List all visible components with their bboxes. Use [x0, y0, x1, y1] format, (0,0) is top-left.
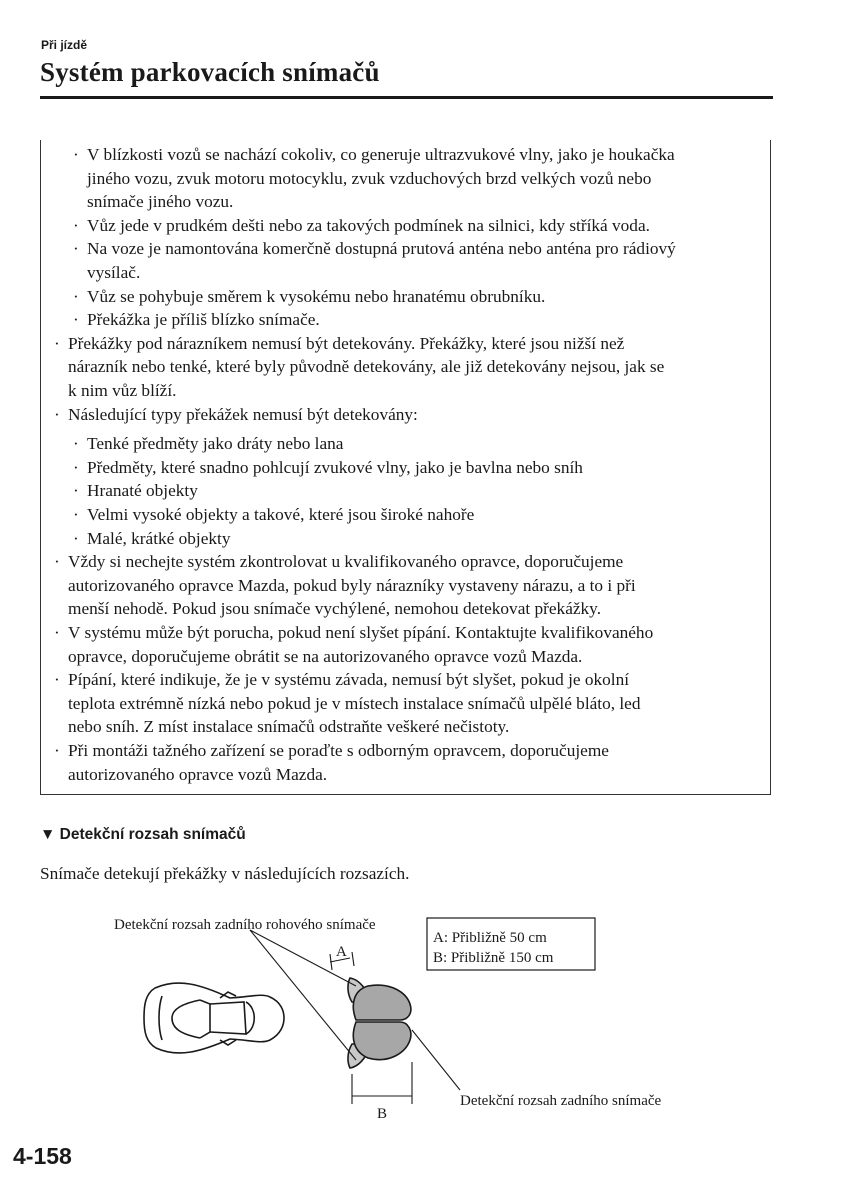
notice-line: Pípání, které indikuje, že je v systému závada, nemusí být slyšet, pokud je okolní: [68, 670, 630, 690]
bullet-dot: ·: [73, 481, 79, 501]
dimension-b-label: B: [377, 1106, 388, 1122]
notice-line: teplota extrémně nízká nebo pokud je v místech instalace snímačů ulpělé bláto, led: [68, 693, 641, 713]
bullet-dot: ·: [73, 434, 79, 454]
notice-line: Na voze je namontována komerčně dostupná prutová anténa nebo anténa pro rádiový: [87, 239, 676, 259]
notice-line: autorizovaného opravce vozů Mazda.: [68, 764, 328, 784]
notice-line: Následující typy překážek nemusí být detekovány:: [68, 404, 418, 424]
notice-line: jiného vozu, zvuk motoru motocyklu, zvuk vzduchových brzd velkých vozů nebo: [87, 168, 652, 188]
bullet-dot: ·: [54, 333, 60, 353]
bullet-dot: ·: [73, 505, 79, 524]
section-heading: [40, 826, 246, 844]
rear-detection-zones: [348, 978, 411, 1068]
notice-line: vysílač.: [87, 263, 141, 282]
notice-line: V blízkosti vozů se nachází cokoliv, co generuje ultrazvukové vlny, jako je houkačka: [87, 145, 675, 164]
bullet-dot: ·: [54, 670, 60, 690]
bullet-dot: ·: [54, 741, 60, 760]
bullet-dot: ·: [73, 145, 79, 164]
bullet-dot: ·: [54, 552, 60, 572]
rear-zone-label: Detekční rozsah zadního snímače: [460, 1093, 662, 1109]
legend-b: B: Přibližně 150 cm: [433, 950, 554, 966]
section-heading-text: Detekční rozsah snímačů: [59, 826, 246, 843]
notice-line: autorizovaného opravce Mazda, pokud byly nárazníky vystaveny nárazu, a to i při: [68, 575, 636, 595]
notice-line: Předměty, které snadno pohlcují zvukové vlny, jako je bavlna nebo sníh: [87, 457, 583, 477]
bullet-dot: ·: [73, 457, 79, 477]
rear-zone-bottom: [353, 1022, 411, 1060]
notice-line: Velmi vysoké objekty a takové, které jsou široké nahoře: [87, 505, 475, 524]
bullet-dot: ·: [73, 528, 79, 548]
corner-zone-label: Detekční rozsah zadního rohového snímače: [114, 917, 376, 933]
notice-line: Hranaté objekty: [87, 481, 198, 501]
legend-a: A: Přibližně 50 cm: [433, 930, 547, 946]
notice-line: nárazník nebo tenké, které byly původně detekovány, ale již detekovány nejsou, jak se: [68, 357, 665, 377]
sensor-range-diagram: [100, 900, 720, 1140]
notice-line: Vždy si nechejte systém zkontrolovat u kvalifikovaného opravce, doporučujeme: [68, 552, 624, 572]
notice-line: V systému může být porucha, pokud není slyšet pípání. Kontaktujte kvalifikovaného: [68, 623, 654, 642]
notice-line: Vůz jede v prudkém dešti nebo za takových podmínek na silnici, kdy stříká voda.: [87, 215, 650, 235]
rear-zone-top: [353, 985, 411, 1020]
notice-line: Vůz se pohybuje směrem k vysokému nebo hranatému obrubníku.: [87, 286, 546, 306]
bullet-dot: ·: [73, 286, 79, 306]
notice-line: Malé, krátké objekty: [87, 528, 231, 548]
notice-line: menší nehodě. Pokud jsou snímače vychýlené, nemohou detekovat překážky.: [68, 599, 602, 619]
notice-line: Překážky pod nárazníkem nemusí být detekovány. Překážky, které jsou nižší než: [68, 333, 625, 353]
section-intro: Snímače detekují překážky v následujících rozsazích.: [40, 864, 410, 883]
title-rule: [40, 96, 773, 99]
notice-line: nebo sníh. Z míst instalace snímačů odstraňte veškeré nečistoty.: [68, 717, 510, 737]
bullet-dot: ·: [73, 215, 79, 235]
notice-line: opravce, doporučujeme obrátit se na autorizovaného opravce vozů Mazda.: [68, 646, 583, 666]
notice-line: Překážka je příliš blízko snímače.: [87, 310, 320, 330]
dimension-a-label: A: [336, 944, 347, 960]
bullet-dot: ·: [73, 239, 79, 259]
bullet-dot: ·: [73, 310, 79, 330]
chapter-label: Při jízdě: [41, 38, 88, 52]
bullet-dot: ·: [54, 404, 60, 424]
notice-line: Tenké předměty jako dráty nebo lana: [87, 434, 344, 454]
triangle-down-icon: ▼: [40, 826, 56, 843]
notice-line: Při montáži tažného zařízení se poraďte s odborným opravcem, doporučujeme: [68, 741, 609, 760]
car-top-view-icon: [144, 983, 284, 1053]
page-title: Systém parkovacích snímačů: [40, 57, 380, 87]
notice-line: snímače jiného vozu.: [87, 192, 234, 212]
dimension-b: [352, 1062, 412, 1104]
notice-line: k nim vůz blíží.: [68, 381, 177, 400]
page-number: 4-158: [13, 1143, 72, 1169]
bullet-dot: ·: [54, 623, 60, 642]
